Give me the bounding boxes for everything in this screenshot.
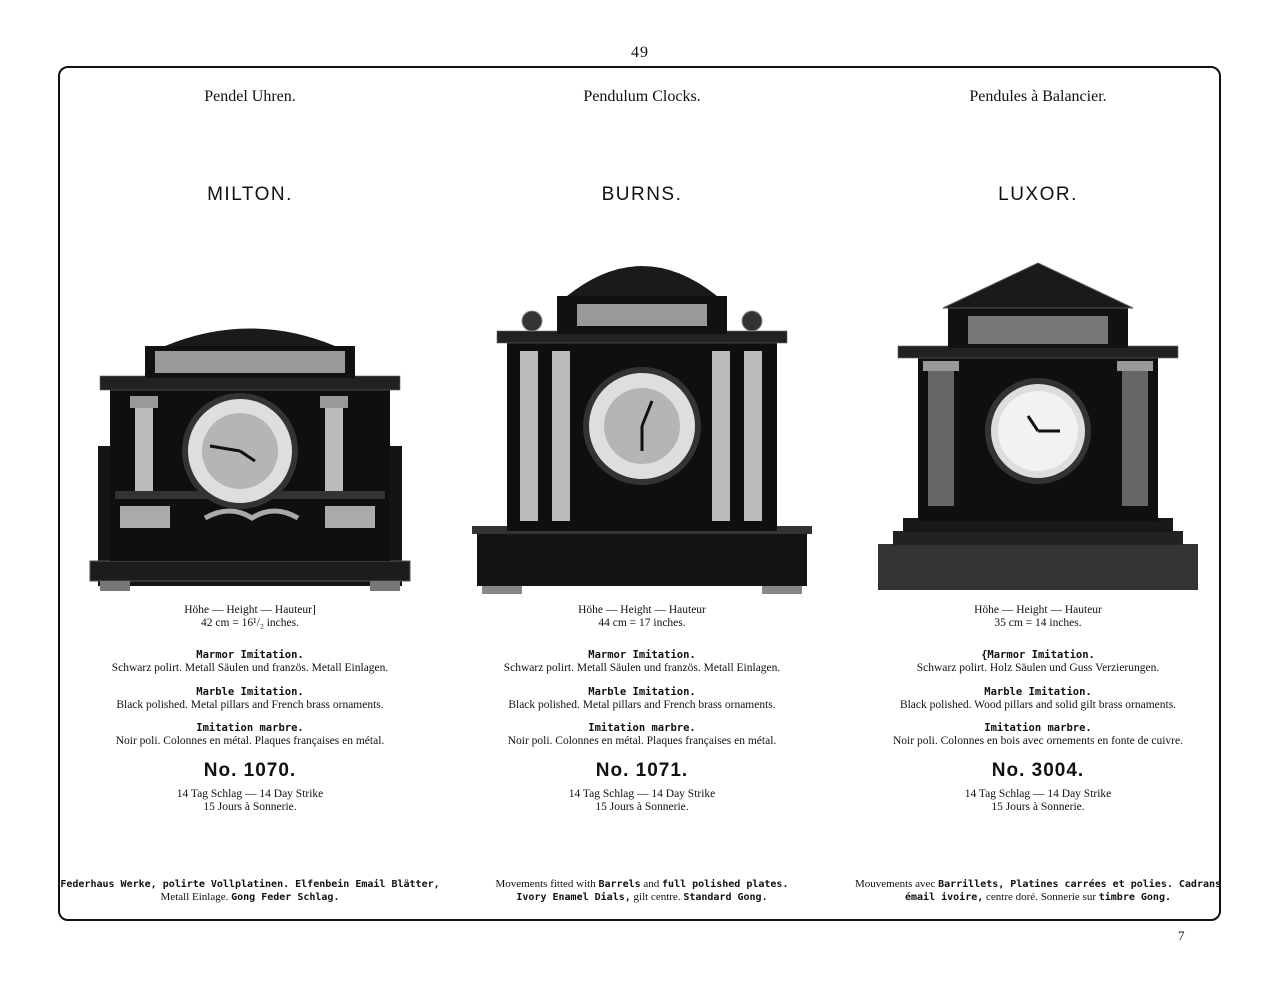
footer-line-1: Federhaus Werke, polirte Vollplatinen. Elfenbein Email Blätter,: [60, 879, 440, 890]
footer-text: Movements fitted with: [495, 878, 596, 890]
footer-bold-text: timbre Gong.: [1098, 892, 1171, 903]
footer-text: Metall Einlage.: [160, 891, 229, 903]
imitation-description: Noir poli. Colonnes en bois avec ornements en fonte de cuivre.: [893, 735, 1183, 747]
catalog-number: No. 1071.: [595, 760, 689, 781]
sonnerie-line: 15 Jours à Sonnerie.: [595, 801, 689, 813]
imitation-title: Imitation marbre.: [196, 722, 304, 734]
page-number: 49: [631, 44, 649, 61]
footer-text: centre doré. Sonnerie sur: [986, 891, 1096, 903]
model-name: LUXOR.: [998, 184, 1078, 205]
movement-footer: [447, 878, 837, 904]
model-name: MILTON.: [207, 184, 293, 205]
clock-illustration-burns: [472, 236, 812, 602]
marmor-description: Schwarz polirt. Metall Säulen und französ. Metall Einlagen.: [111, 662, 389, 674]
catalog-number: No. 3004.: [991, 760, 1085, 781]
section-header-english: Pendulum Clocks.: [583, 88, 701, 105]
marmor-title: {Marmor Imitation.: [981, 649, 1095, 661]
footer-bold-text: émail ivoire,: [905, 892, 984, 903]
marble-description: Black polished. Wood pillars and solid gilt brass ornaments.: [899, 699, 1177, 711]
footer-line-2: [55, 891, 445, 904]
sonnerie-line: 15 Jours à Sonnerie.: [991, 801, 1085, 813]
movement-footer: [55, 878, 445, 904]
marble-description: Black polished. Metal pillars and French brass ornaments.: [116, 699, 384, 711]
strike-line: 14 Tag Schlag — 14 Day Strike: [964, 788, 1112, 800]
height-label: Höhe — Height — Hauteur: [974, 604, 1102, 616]
strike-line: 14 Tag Schlag — 14 Day Strike: [568, 788, 716, 800]
footer-bold-text: Barrels: [598, 879, 641, 890]
movement-footer: [843, 878, 1233, 904]
footer-line-1: [843, 878, 1233, 891]
strike-line: 14 Tag Schlag — 14 Day Strike: [176, 788, 324, 800]
footer-line-1: [447, 878, 837, 891]
imitation-title: Imitation marbre.: [984, 722, 1092, 734]
sonnerie-line: 15 Jours à Sonnerie.: [203, 801, 297, 813]
imitation-description: Noir poli. Colonnes en métal. Plaques françaises en métal.: [507, 735, 777, 747]
imitation-description: Noir poli. Colonnes en métal. Plaques françaises en métal.: [115, 735, 385, 747]
footer-bold-text: Ivory Enamel Dials,: [516, 892, 631, 903]
footer-text: gilt centre.: [633, 891, 681, 903]
model-name: BURNS.: [601, 184, 683, 205]
height-value: 44 cm = 17 inches.: [598, 617, 686, 629]
footer-line-2: [447, 891, 837, 904]
marmor-description: Schwarz polirt. Holz Säulen und Guss Verzierungen.: [916, 662, 1160, 674]
clock-illustration-milton: [80, 236, 420, 602]
height-value: 35 cm = 14 inches.: [994, 617, 1082, 629]
corner-page-number: 7: [1178, 928, 1185, 943]
marble-title: Marble Imitation.: [984, 686, 1092, 698]
footer-bold-text: Gong Feder Schlag.: [231, 892, 340, 903]
footer-bold-text: Barrillets, Platines carrées et polies. Cadrans: [938, 879, 1222, 890]
marmor-description: Schwarz polirt. Metall Säulen und französ. Metall Einlagen.: [503, 662, 781, 674]
section-header-german: Pendel Uhren.: [204, 88, 296, 105]
height-label: Höhe — Height — Hauteur]: [184, 604, 316, 616]
marble-description: Black polished. Metal pillars and French brass ornaments.: [508, 699, 776, 711]
footer-text: Mouvements avec: [854, 878, 936, 890]
clock-illustration-luxor: [868, 236, 1208, 602]
marble-title: Marble Imitation.: [196, 686, 304, 698]
section-header-french: Pendules à Balancier.: [969, 88, 1107, 105]
marmor-title: Marmor Imitation.: [196, 649, 304, 661]
footer-text: and: [643, 878, 660, 890]
footer-line-2: [843, 891, 1233, 904]
marble-title: Marble Imitation.: [588, 686, 696, 698]
height-value: 42 cm = 16¹/₂ inches.: [201, 617, 299, 629]
catalog-number: No. 1070.: [203, 760, 297, 781]
footer-bold-text: full polished plates.: [662, 879, 789, 890]
marmor-title: Marmor Imitation.: [588, 649, 696, 661]
height-label: Höhe — Height — Hauteur: [578, 604, 706, 616]
footer-bold-text: Standard Gong.: [683, 892, 768, 903]
imitation-title: Imitation marbre.: [588, 722, 696, 734]
